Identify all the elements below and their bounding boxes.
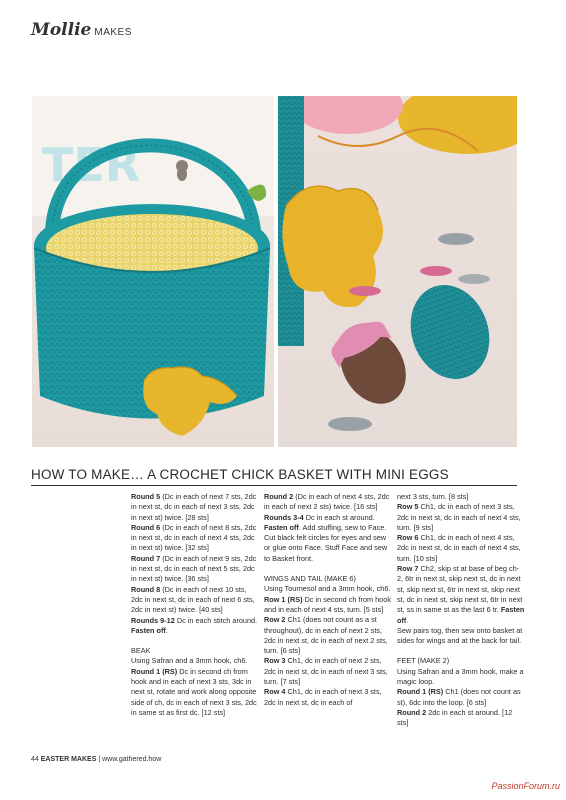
instruction-label: Rounds 9-12 bbox=[131, 615, 175, 625]
instruction-label: Round 7 bbox=[131, 553, 161, 563]
pattern-column-1 bbox=[131, 492, 259, 718]
instruction-label: Row 3 bbox=[264, 656, 286, 666]
instruction-text: Using Safran and a 3mm hook, make a magic loop. bbox=[397, 666, 524, 687]
instruction-label: Row 4 bbox=[264, 687, 286, 697]
pattern-column-2 bbox=[264, 492, 392, 708]
section-subheading bbox=[264, 574, 392, 584]
instruction-text: Dc in each st around. bbox=[303, 512, 375, 522]
instruction-text: next 3 sts, turn. [8 sts] bbox=[397, 492, 469, 501]
instruction-text: Ch1, dc in each of next 2 sts, 2dc in next st, dc in each of next 3 sts, turn. [7 sts] bbox=[264, 656, 388, 687]
instruction-label: Round 2 bbox=[264, 492, 294, 501]
instruction-label: Round 6 bbox=[131, 522, 161, 532]
title-divider bbox=[31, 485, 517, 486]
section-subheading bbox=[131, 646, 259, 656]
pattern-instruction bbox=[397, 533, 525, 564]
photo-basket bbox=[32, 96, 274, 447]
instruction-label: Round 8 bbox=[131, 584, 161, 594]
pattern-column-3 bbox=[397, 492, 525, 729]
page-footer bbox=[31, 756, 161, 763]
pattern-instruction bbox=[264, 615, 392, 656]
pattern-instruction bbox=[264, 513, 392, 564]
pattern-instruction bbox=[131, 616, 259, 637]
instruction-text: Dc in second ch from hook and in each of next 4 sts, turn. [5 sts] bbox=[264, 594, 391, 614]
paragraph-gap bbox=[397, 646, 525, 656]
instruction-text: Ch1 (does not count as a st throughout), dc in each of next 2 sts, 2dc in next st, dc in each of next 2 sts, turn. [6 sts] bbox=[264, 615, 388, 656]
instruction-text: . bbox=[406, 615, 409, 625]
instruction-text: . Add stuffing, sew to Face. Cut black felt circles for eyes and sew or glue onto Face. Stuff Face and sew to Basket front. bbox=[264, 522, 388, 563]
pattern-instruction bbox=[264, 595, 392, 616]
pattern-instruction bbox=[131, 492, 259, 523]
pattern-instruction bbox=[131, 667, 259, 718]
instruction-text: Ch1, dc in each of next 3 sts, 2dc in next st, dc in each of next 4 sts, turn. [9 sts] bbox=[397, 502, 521, 532]
instruction-text: 2dc in each st around. [12 sts] bbox=[397, 707, 513, 728]
pattern-instruction bbox=[264, 687, 392, 708]
magazine-name: EASTER MAKES bbox=[40, 756, 97, 763]
article-title: HOW TO MAKE… A CROCHET CHICK BASKET WITH MINI EGGS bbox=[31, 467, 449, 482]
instruction-label: Round 1 (RS) bbox=[131, 666, 178, 676]
page-number: 44 bbox=[31, 756, 39, 763]
pattern-instruction bbox=[264, 584, 392, 594]
pattern-instruction bbox=[397, 687, 525, 708]
pattern-instruction bbox=[397, 502, 525, 533]
svg-text:TER: TER bbox=[42, 138, 141, 192]
pattern-instruction bbox=[131, 554, 259, 585]
watermark: PassionForum.ru bbox=[491, 781, 560, 791]
instruction-text: (Dc in each of next 4 sts, 2dc in each of next 2 sts) twice. [16 sts] bbox=[264, 492, 390, 512]
instruction-label: Round 5 bbox=[131, 492, 161, 501]
pattern-instruction bbox=[397, 667, 525, 688]
instruction-label: Row 6 bbox=[397, 533, 419, 543]
instruction-text: (Dc in each of next 7 sts, 2dc in next st, dc in each of next 3 sts, 2dc in next st) twice. [28 sts] bbox=[131, 492, 257, 522]
eggs-photo-illustration bbox=[278, 96, 517, 447]
instruction-text: Ch1 (does not count as st), 6dc into the loop. [6 sts] bbox=[397, 687, 521, 707]
instruction-label: Row 7 bbox=[397, 564, 419, 574]
instruction-label: Row 2 bbox=[264, 615, 286, 625]
instruction-text: Sew pairs tog, then sew onto basket at sides for wings and at the back for tail. bbox=[397, 625, 523, 646]
instruction-text: Ch1, dc in each of next 3 sts, 2dc in next st, dc in each of bbox=[264, 687, 382, 707]
paragraph-gap bbox=[264, 564, 392, 574]
instruction-label: Fasten off bbox=[397, 605, 525, 625]
pattern-instruction bbox=[397, 564, 525, 626]
instruction-label: Rounds 3-4 bbox=[264, 512, 304, 522]
photo-mini-eggs bbox=[278, 96, 517, 447]
instruction-text: (Dc in each of next 8 sts, 2dc in next st, dc in each of next 4 sts, 2dc in next st) twice. [32 sts] bbox=[131, 522, 257, 553]
instruction-text: FEET (MAKE 2) bbox=[397, 656, 450, 666]
instruction-text: Using Tournesol and a 3mm hook, ch6. bbox=[264, 584, 391, 594]
pattern-instruction bbox=[397, 626, 525, 647]
instruction-text: Dc in each stitch around. bbox=[174, 615, 258, 625]
instruction-text: Ch2, skip st at base of beg ch-2, 6tr in next st, skip next st, dc in next st, skip next st, 6tr in next st, skip next st, dc in next st, skip next st, 6tr in next st, ss in same st as the last 6 tr. bbox=[397, 564, 523, 615]
website-url: www.gathered.how bbox=[102, 756, 162, 763]
pattern-instruction bbox=[131, 523, 259, 554]
pattern-instruction bbox=[264, 656, 392, 687]
pattern-instruction bbox=[131, 585, 259, 616]
section-subheading bbox=[397, 656, 525, 666]
instruction-text: BEAK bbox=[131, 646, 151, 656]
brand-header bbox=[31, 20, 132, 40]
pattern-instruction bbox=[397, 492, 525, 502]
instruction-text: Using Safran and a 3mm hook, ch6. bbox=[131, 656, 248, 666]
instruction-text: Dc in second ch from hook and in each of next 3 sts, 3dc in next st, rotate and work along opposite side of ch, dc in each of next 3 sts, 2dc in same st as first dc. [12 sts] bbox=[131, 666, 257, 717]
instruction-text: Ch1, dc in each of next 4 sts, 2dc in next st, dc in each of next 4 sts, turn. [10 sts] bbox=[397, 533, 521, 563]
pattern-instruction bbox=[397, 708, 525, 729]
footer-separator: | bbox=[98, 756, 101, 763]
brand-logo: Mollie bbox=[31, 20, 92, 40]
pattern-instruction bbox=[131, 656, 259, 666]
instruction-label: Fasten off bbox=[131, 625, 166, 635]
instruction-text: WINGS AND TAIL (MAKE 6) bbox=[264, 574, 356, 584]
instruction-text: (Dc in each of next 9 sts, 2dc in next st, dc in each of next 5 sts, 2dc in next st) twice. [36 sts] bbox=[131, 553, 257, 584]
paragraph-gap bbox=[131, 636, 259, 646]
instruction-label: Round 1 (RS) bbox=[397, 687, 444, 697]
instruction-text: . bbox=[165, 625, 168, 635]
instruction-label: Row 5 bbox=[397, 502, 419, 512]
basket-photo-illustration bbox=[32, 96, 274, 447]
instruction-text: (Dc in each of next 10 sts, 2dc in next st, dc in each of next 6 sts, 2dc in next st) twice. [40 sts] bbox=[131, 584, 255, 615]
instruction-label: Round 2 bbox=[397, 707, 427, 717]
section-label: MAKES bbox=[94, 27, 132, 38]
pattern-instruction bbox=[264, 492, 392, 513]
instruction-label: Fasten off bbox=[264, 522, 299, 532]
instruction-label: Row 1 (RS) bbox=[264, 594, 303, 604]
